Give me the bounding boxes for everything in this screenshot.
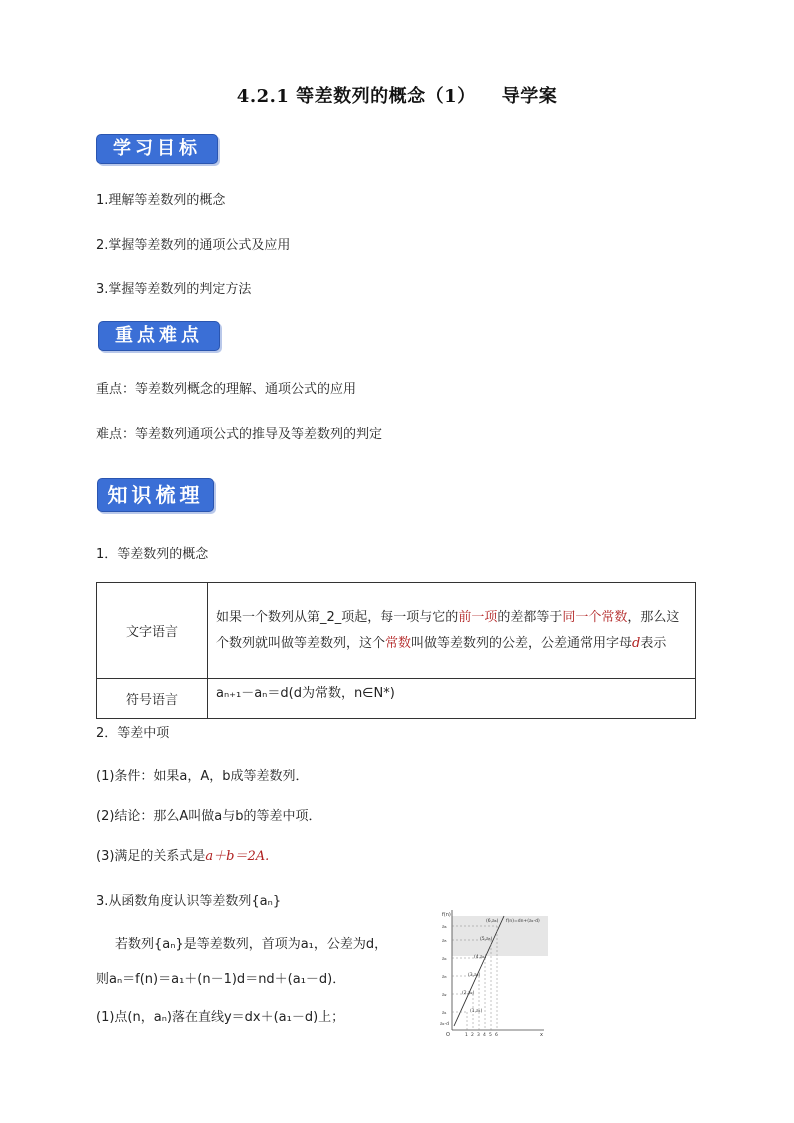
table-row <box>97 583 696 679</box>
point-label: (3,a₃) <box>468 973 481 978</box>
blank-answer: _2_ <box>320 609 342 625</box>
x-tick-label: 4 <box>483 1033 486 1038</box>
page-title <box>0 82 794 108</box>
y-tick-label: a₁ <box>442 1011 447 1016</box>
highlight-text: 常数 <box>385 635 412 651</box>
k2-relation <box>96 845 269 864</box>
definition-table <box>96 582 696 719</box>
relation-formula: a＋b＝2A. <box>205 849 270 864</box>
text-part: 表示 <box>640 635 667 651</box>
k3-heading: 3.从函数角度认识等差数列{aₙ} <box>96 894 282 909</box>
line-label: f(n)=dn+(a₁-d) <box>506 919 540 924</box>
goal-item-3: 3.掌握等差数列的判定方法 <box>96 282 252 297</box>
k3-para-2: 则aₙ＝f(n)＝a₁＋(n－1)d＝nd＋(a₁－d)． <box>96 972 346 987</box>
x-tick-label: 1 <box>465 1033 468 1038</box>
y-tick-label: a₁-d <box>440 1022 450 1027</box>
point-label: (1,a₁) <box>470 1009 483 1014</box>
row2-formula: aₙ₊₁－aₙ＝d(d为常数，n∈N*) <box>208 679 696 719</box>
k2-condition: (1)条件：如果a，A，b成等差数列． <box>96 769 309 784</box>
y-tick-label: a₆ <box>442 925 447 930</box>
table-row <box>97 679 696 719</box>
origin-label: O <box>446 1032 450 1038</box>
keypoints-badge: 重点难点 <box>98 321 220 351</box>
highlight-text: 同一个常数 <box>562 609 628 625</box>
x-tick-label: 2 <box>471 1033 474 1038</box>
f-axis-label: f(n) <box>442 912 451 918</box>
x-tick-label: 5 <box>489 1033 492 1038</box>
x-tick-label: 6 <box>495 1033 498 1038</box>
relation-prefix: (3)满足的关系式是 <box>96 849 206 864</box>
k1-heading: 1．等差数列的概念 <box>96 547 209 562</box>
knowledge-badge: 知识梳理 <box>97 478 214 512</box>
k2-heading: 2．等差中项 <box>96 726 170 741</box>
linear-function-graph <box>440 908 548 1038</box>
text-part: ，那么这个数列就叫做等差数列，这个 <box>216 609 680 651</box>
k3-para-3: (1)点(n，aₙ)落在直线y＝dx＋(a₁－d)上； <box>96 1010 345 1025</box>
row1-content <box>208 583 696 679</box>
highlight-text: d <box>632 635 641 651</box>
y-tick-label: a₃ <box>442 975 447 980</box>
point-label: (2,a₂) <box>462 991 475 996</box>
text-part: 如果一个数列从第 <box>216 609 321 625</box>
k3-para-1: 若数列{aₙ}是等差数列，首项为a₁，公差为d， <box>115 937 388 952</box>
highlight-text: 前一项 <box>458 609 498 625</box>
goal-item-1: 1.理解等差数列的概念 <box>96 193 226 208</box>
x-axis-label: x <box>540 1032 543 1038</box>
y-tick-label: a₂ <box>442 993 447 998</box>
difficult-point: 难点：等差数列通项公式的推导及等差数列的判定 <box>96 427 383 442</box>
goals-badge: 学习目标 <box>96 134 218 164</box>
point-label: (5,a₅) <box>480 937 493 942</box>
title-main: 4.2.1 等差数列的概念（1） <box>236 86 476 107</box>
key-point: 重点：等差数列概念的理解、通项公式的应用 <box>96 382 357 397</box>
point-label: (6,a₆) <box>486 919 499 924</box>
k2-conclusion: (2)结论：那么A叫做a与b的等差中项． <box>96 809 322 824</box>
title-suffix: 导学案 <box>501 86 558 107</box>
text-part: 的差都等于 <box>497 609 563 625</box>
y-tick-label: a₄ <box>442 957 447 962</box>
point-label: (4,a₄) <box>474 955 487 960</box>
y-tick-label: a₅ <box>442 939 447 944</box>
text-part: 叫做等差数列的公差，公差通常用字母 <box>411 635 633 651</box>
x-tick-label: 3 <box>477 1033 480 1038</box>
row1-head: 文字语言 <box>97 583 208 679</box>
row2-head: 符号语言 <box>97 679 208 719</box>
goal-item-2: 2.掌握等差数列的通项公式及应用 <box>96 238 291 253</box>
text-part: 项起，每一项与它的 <box>341 609 459 625</box>
